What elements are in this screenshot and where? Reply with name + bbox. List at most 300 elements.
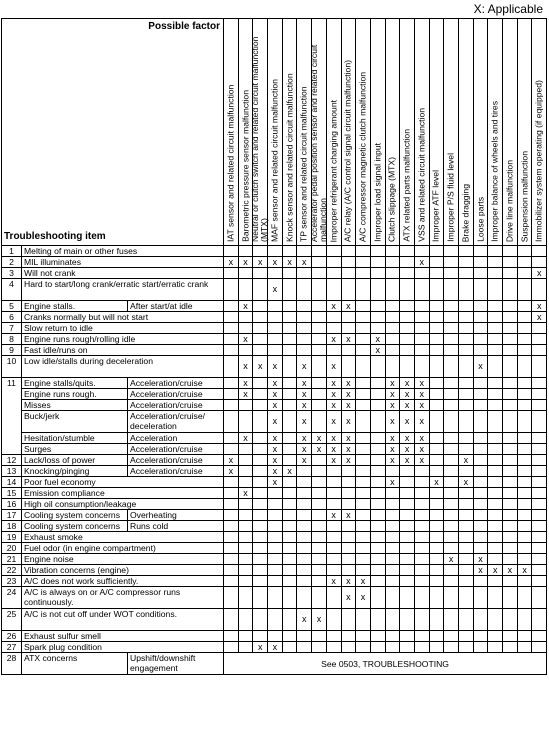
applicable-cell	[385, 323, 400, 334]
applicable-cell	[517, 433, 532, 444]
applicable-cell	[414, 532, 429, 543]
applicable-cell	[517, 631, 532, 642]
applicable-cell	[414, 246, 429, 257]
applicable-cell	[370, 389, 385, 400]
applicable-cell: x	[312, 433, 327, 444]
applicable-cell	[503, 268, 518, 279]
applicable-cell	[312, 587, 327, 609]
applicable-cell	[341, 554, 356, 565]
applicable-cell: x	[297, 411, 312, 433]
applicable-cell	[459, 246, 474, 257]
table-row	[2, 444, 547, 455]
applicable-cell	[370, 554, 385, 565]
applicable-cell	[532, 257, 547, 268]
applicable-cell	[429, 554, 444, 565]
applicable-cell	[356, 532, 371, 543]
applicable-cell	[224, 356, 239, 378]
applicable-cell	[326, 466, 341, 477]
applicable-cell	[385, 576, 400, 587]
applicable-cell	[459, 433, 474, 444]
item-description: Engine noise	[22, 554, 224, 565]
applicable-cell	[429, 378, 444, 389]
applicable-cell	[503, 345, 518, 356]
table-row	[2, 345, 547, 356]
applicable-cell	[488, 576, 503, 587]
applicable-cell	[268, 521, 283, 532]
applicable-cell	[400, 642, 415, 653]
factor-header	[400, 19, 415, 246]
applicable-cell: x	[385, 389, 400, 400]
applicable-cell	[356, 389, 371, 400]
applicable-cell	[459, 257, 474, 268]
applicable-cell	[282, 576, 297, 587]
applicable-cell	[312, 400, 327, 411]
applicable-cell	[282, 378, 297, 389]
applicable-cell	[282, 510, 297, 521]
applicable-cell	[400, 488, 415, 499]
applicable-cell	[429, 532, 444, 543]
applicable-cell: x	[400, 444, 415, 455]
applicable-cell	[224, 323, 239, 334]
item-description: Emission compliance	[22, 488, 224, 499]
factor-label: A/C relay (A/C control signal circuit malfunction)	[342, 60, 353, 242]
applicable-cell	[268, 543, 283, 554]
applicable-cell	[253, 323, 268, 334]
applicable-cell	[282, 411, 297, 433]
applicable-cell	[444, 455, 459, 466]
applicable-cell	[429, 455, 444, 466]
applicable-cell	[312, 257, 327, 268]
applicable-cell	[370, 444, 385, 455]
item-number: 5	[2, 301, 22, 312]
item-number: 15	[2, 488, 22, 499]
applicable-cell	[268, 631, 283, 642]
applicable-cell	[488, 554, 503, 565]
applicable-cell	[297, 642, 312, 653]
applicable-cell	[385, 334, 400, 345]
applicable-cell	[444, 631, 459, 642]
applicable-cell: x	[385, 411, 400, 433]
applicable-cell	[282, 279, 297, 301]
applicable-legend: X: Applicable	[473, 2, 543, 16]
applicable-cell	[488, 378, 503, 389]
applicable-cell	[414, 609, 429, 631]
applicable-cell	[414, 268, 429, 279]
applicable-cell	[503, 477, 518, 488]
applicable-cell	[297, 345, 312, 356]
table-row	[2, 455, 547, 466]
item-description: High oil consumption/leakage	[22, 499, 224, 510]
applicable-cell	[224, 642, 239, 653]
applicable-cell: x	[385, 433, 400, 444]
applicable-cell	[224, 554, 239, 565]
applicable-cell	[238, 576, 253, 587]
applicable-cell	[268, 312, 283, 323]
applicable-cell	[444, 609, 459, 631]
applicable-cell	[253, 400, 268, 411]
applicable-cell	[459, 334, 474, 345]
item-description: Engine stalls.	[22, 301, 128, 312]
applicable-cell	[297, 565, 312, 576]
applicable-cell	[473, 455, 488, 466]
applicable-cell	[517, 334, 532, 345]
applicable-cell: x	[385, 378, 400, 389]
applicable-cell	[517, 521, 532, 532]
applicable-cell: x	[414, 378, 429, 389]
applicable-cell	[473, 257, 488, 268]
applicable-cell	[297, 521, 312, 532]
applicable-cell	[253, 576, 268, 587]
applicable-cell	[341, 631, 356, 642]
applicable-cell	[238, 565, 253, 576]
applicable-cell	[459, 466, 474, 477]
applicable-cell	[297, 488, 312, 499]
item-number: 20	[2, 543, 22, 554]
applicable-cell	[238, 609, 253, 631]
applicable-cell	[473, 631, 488, 642]
applicable-cell: x	[356, 587, 371, 609]
table-row	[2, 477, 547, 488]
applicable-cell	[532, 411, 547, 433]
applicable-cell	[385, 521, 400, 532]
applicable-cell	[326, 554, 341, 565]
applicable-cell	[444, 576, 459, 587]
item-number: 16	[2, 499, 22, 510]
factor-header	[488, 19, 503, 246]
applicable-cell	[503, 334, 518, 345]
applicable-cell	[459, 543, 474, 554]
item-number: 19	[2, 532, 22, 543]
applicable-cell: x	[400, 455, 415, 466]
factor-header	[429, 19, 444, 246]
applicable-cell	[253, 246, 268, 257]
applicable-cell	[356, 510, 371, 521]
factor-label: MAF sensor and related circuit malfunction	[269, 79, 280, 242]
factor-header	[308, 19, 328, 246]
applicable-cell	[503, 609, 518, 631]
factor-header	[473, 19, 488, 246]
applicable-cell	[224, 312, 239, 323]
applicable-cell: x	[326, 433, 341, 444]
applicable-cell	[532, 642, 547, 653]
applicable-cell	[414, 466, 429, 477]
factor-label: Improper P/S fluid level	[445, 153, 456, 242]
applicable-cell	[503, 521, 518, 532]
applicable-cell	[253, 378, 268, 389]
applicable-cell	[312, 543, 327, 554]
applicable-cell	[473, 279, 488, 301]
applicable-cell	[503, 576, 518, 587]
applicable-cell	[517, 510, 532, 521]
applicable-cell	[414, 554, 429, 565]
factor-label: ATX related parts malfunction	[401, 129, 412, 242]
applicable-cell	[429, 389, 444, 400]
table-row	[2, 576, 547, 587]
applicable-cell	[282, 444, 297, 455]
applicable-cell	[459, 312, 474, 323]
factor-label: Suspension malfunction	[519, 150, 530, 242]
applicable-cell	[459, 323, 474, 334]
applicable-cell	[400, 312, 415, 323]
applicable-cell	[238, 455, 253, 466]
applicable-cell	[238, 323, 253, 334]
applicable-cell: x	[238, 334, 253, 345]
applicable-cell	[488, 323, 503, 334]
applicable-cell	[282, 400, 297, 411]
applicable-cell: x	[326, 389, 341, 400]
applicable-cell	[297, 334, 312, 345]
applicable-cell	[473, 532, 488, 543]
applicable-cell	[532, 279, 547, 301]
table-row	[2, 323, 547, 334]
applicable-cell	[488, 455, 503, 466]
applicable-cell	[532, 466, 547, 477]
factor-header	[224, 19, 239, 246]
applicable-cell	[356, 312, 371, 323]
applicable-cell	[238, 411, 253, 433]
applicable-cell	[532, 477, 547, 488]
applicable-cell	[429, 576, 444, 587]
applicable-cell	[488, 609, 503, 631]
factor-header	[414, 19, 429, 246]
applicable-cell	[224, 268, 239, 279]
item-condition: Acceleration/cruise	[128, 466, 224, 477]
applicable-cell	[488, 345, 503, 356]
applicable-cell: x	[385, 400, 400, 411]
applicable-cell	[370, 631, 385, 642]
applicable-cell	[517, 301, 532, 312]
applicable-cell: x	[297, 444, 312, 455]
item-number: 8	[2, 334, 22, 345]
applicable-cell	[297, 279, 312, 301]
applicable-cell	[268, 565, 283, 576]
item-description: Engine runs rough.	[22, 389, 128, 400]
applicable-cell	[400, 510, 415, 521]
applicable-cell	[282, 554, 297, 565]
applicable-cell	[517, 576, 532, 587]
applicable-cell	[312, 488, 327, 499]
applicable-cell	[297, 477, 312, 488]
applicable-cell	[312, 554, 327, 565]
applicable-cell	[312, 389, 327, 400]
factor-label: Barometric pressure sensor malfunction	[240, 90, 251, 242]
item-number: 1	[2, 246, 22, 257]
applicable-cell	[473, 466, 488, 477]
applicable-cell	[224, 532, 239, 543]
applicable-cell	[473, 543, 488, 554]
factor-label: Clutch slippage (MTX)	[386, 156, 397, 242]
applicable-cell	[400, 323, 415, 334]
applicable-cell	[459, 609, 474, 631]
applicable-cell	[341, 477, 356, 488]
applicable-cell: x	[326, 455, 341, 466]
applicable-cell	[517, 444, 532, 455]
item-condition: Acceleration/cruise	[128, 444, 224, 455]
applicable-cell: x	[238, 488, 253, 499]
applicable-cell	[429, 466, 444, 477]
factor-label: VSS and related circuit malfunction	[416, 108, 427, 242]
applicable-cell	[370, 378, 385, 389]
applicable-cell	[326, 279, 341, 301]
applicable-cell: x	[400, 378, 415, 389]
applicable-cell	[488, 477, 503, 488]
table-row	[2, 466, 547, 477]
applicable-cell	[473, 477, 488, 488]
applicable-cell	[224, 521, 239, 532]
applicable-cell	[385, 246, 400, 257]
factor-header	[532, 19, 547, 246]
applicable-cell: x	[473, 554, 488, 565]
applicable-cell	[429, 488, 444, 499]
item-number: 6	[2, 312, 22, 323]
applicable-cell	[385, 268, 400, 279]
applicable-cell	[517, 609, 532, 631]
applicable-cell	[400, 565, 415, 576]
applicable-cell: x	[238, 389, 253, 400]
table-row	[2, 642, 547, 653]
applicable-cell	[370, 257, 385, 268]
applicable-cell	[297, 312, 312, 323]
applicable-cell	[444, 521, 459, 532]
factor-label: Improper load signal input	[372, 143, 383, 242]
applicable-cell	[444, 532, 459, 543]
applicable-cell	[282, 455, 297, 466]
applicable-cell	[532, 455, 547, 466]
applicable-cell	[341, 356, 356, 378]
applicable-cell: x	[341, 576, 356, 587]
applicable-cell	[356, 543, 371, 554]
applicable-cell	[459, 554, 474, 565]
applicable-cell	[268, 609, 283, 631]
applicable-cell	[224, 246, 239, 257]
applicable-cell	[517, 466, 532, 477]
item-description: Cooling system concerns	[22, 510, 128, 521]
applicable-cell	[297, 466, 312, 477]
applicable-cell	[268, 532, 283, 543]
applicable-cell	[312, 334, 327, 345]
applicable-cell	[488, 268, 503, 279]
item-number: 3	[2, 268, 22, 279]
applicable-cell	[238, 532, 253, 543]
table-row	[2, 411, 547, 433]
applicable-cell	[312, 345, 327, 356]
table-row	[2, 356, 547, 378]
applicable-cell	[385, 279, 400, 301]
item-description: Exhaust sulfur smell	[22, 631, 224, 642]
applicable-cell	[297, 543, 312, 554]
applicable-cell	[429, 444, 444, 455]
applicable-cell	[312, 466, 327, 477]
applicable-cell	[429, 587, 444, 609]
applicable-cell	[224, 543, 239, 554]
applicable-cell	[444, 257, 459, 268]
applicable-cell	[459, 345, 474, 356]
applicable-cell: x	[268, 477, 283, 488]
applicable-cell	[532, 246, 547, 257]
applicable-cell	[503, 246, 518, 257]
item-number: 22	[2, 565, 22, 576]
applicable-cell	[312, 499, 327, 510]
applicable-cell	[385, 543, 400, 554]
applicable-cell	[253, 510, 268, 521]
factor-label: Knock sensor and related circuit malfunction	[284, 73, 295, 242]
applicable-cell	[238, 279, 253, 301]
see-section-note: See 0503, TROUBLESHOOTING	[224, 653, 547, 675]
applicable-cell	[341, 565, 356, 576]
applicable-cell	[356, 477, 371, 488]
applicable-cell	[532, 576, 547, 587]
applicable-cell	[370, 268, 385, 279]
factor-label: Improper balance of wheels and tires	[489, 101, 500, 242]
applicable-cell	[224, 400, 239, 411]
applicable-cell	[444, 301, 459, 312]
applicable-cell: x	[414, 400, 429, 411]
item-description: Hard to start/long crank/erratic start/erratic crank	[22, 279, 224, 301]
applicable-cell	[532, 378, 547, 389]
applicable-cell	[503, 312, 518, 323]
applicable-cell	[473, 411, 488, 433]
applicable-cell	[297, 499, 312, 510]
applicable-cell	[532, 543, 547, 554]
table-row	[2, 389, 547, 400]
applicable-cell	[268, 488, 283, 499]
applicable-cell	[517, 323, 532, 334]
applicable-cell	[312, 246, 327, 257]
applicable-cell	[238, 477, 253, 488]
table-row	[2, 510, 547, 521]
applicable-cell	[503, 499, 518, 510]
applicable-cell	[473, 312, 488, 323]
applicable-cell	[488, 642, 503, 653]
applicable-cell	[517, 642, 532, 653]
applicable-cell	[473, 510, 488, 521]
applicable-cell	[517, 554, 532, 565]
factor-header	[341, 19, 356, 246]
applicable-cell	[429, 543, 444, 554]
applicable-cell	[341, 268, 356, 279]
applicable-cell	[385, 609, 400, 631]
applicable-cell	[444, 499, 459, 510]
applicable-cell	[326, 477, 341, 488]
factor-label: A/C compressor magnetic clutch malfunction	[357, 71, 368, 242]
applicable-cell	[473, 400, 488, 411]
applicable-cell	[459, 268, 474, 279]
applicable-cell	[326, 488, 341, 499]
applicable-cell	[532, 444, 547, 455]
applicable-cell	[488, 301, 503, 312]
item-number: 26	[2, 631, 22, 642]
applicable-cell	[517, 477, 532, 488]
applicable-cell: x	[297, 257, 312, 268]
applicable-cell	[503, 400, 518, 411]
applicable-cell	[282, 433, 297, 444]
applicable-cell	[488, 510, 503, 521]
applicable-cell	[370, 312, 385, 323]
applicable-cell	[282, 499, 297, 510]
applicable-cell	[356, 631, 371, 642]
applicable-cell	[488, 389, 503, 400]
applicable-cell	[326, 609, 341, 631]
applicable-cell	[473, 323, 488, 334]
table-row	[2, 587, 547, 609]
applicable-cell	[356, 642, 371, 653]
applicable-cell: x	[356, 576, 371, 587]
item-description: Buck/jerk	[22, 411, 128, 433]
applicable-cell	[488, 521, 503, 532]
factor-label: Accelerator pedal position sensor and related circuit malfunction	[308, 44, 328, 242]
applicable-cell	[385, 488, 400, 499]
applicable-cell	[532, 510, 547, 521]
